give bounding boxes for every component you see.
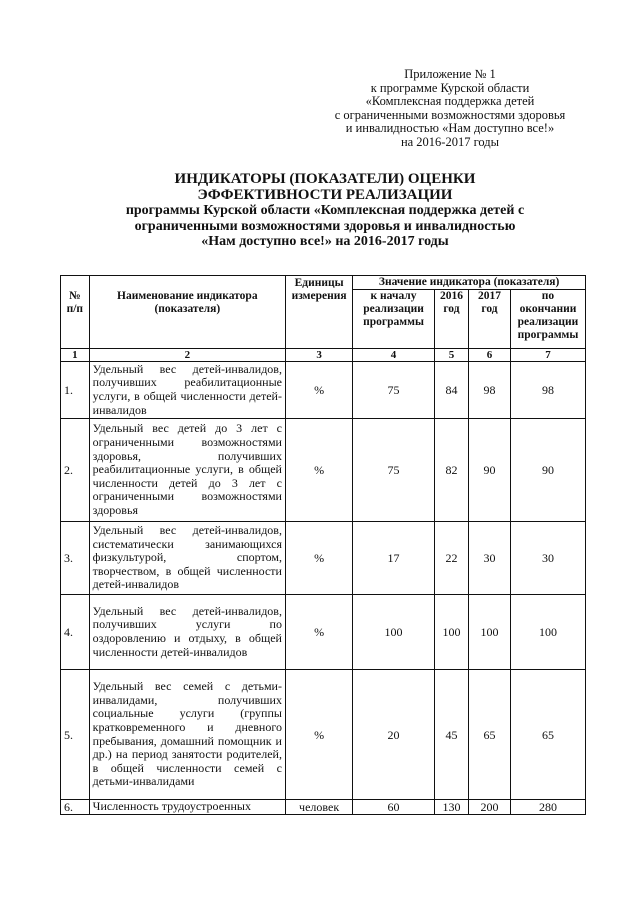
table-row bbox=[61, 522, 586, 595]
value-2016: 22 bbox=[434, 522, 468, 595]
value-2017: 100 bbox=[469, 595, 511, 670]
appendix-line: «Комплексная поддержка детей bbox=[365, 94, 535, 109]
table-row bbox=[61, 595, 586, 670]
document-heading bbox=[60, 172, 590, 250]
start-value: 60 bbox=[353, 800, 435, 815]
start-value: 75 bbox=[353, 419, 435, 522]
unit-cell: % bbox=[285, 362, 352, 419]
value-2016: 130 bbox=[434, 800, 468, 815]
table-row bbox=[61, 419, 586, 522]
end-value: 98 bbox=[510, 362, 585, 419]
index-cell: 4 bbox=[353, 349, 435, 362]
header-2016: 2016 год bbox=[434, 290, 468, 349]
index-cell: 1 bbox=[61, 349, 90, 362]
appendix-note bbox=[300, 68, 600, 150]
header-num: № п/п bbox=[61, 276, 90, 349]
appendix-line: к программе Курской области bbox=[370, 80, 530, 95]
value-2017: 30 bbox=[469, 522, 511, 595]
index-cell: 2 bbox=[89, 349, 285, 362]
row-number: 4. bbox=[61, 595, 90, 670]
unit-cell: % bbox=[285, 595, 352, 670]
row-number: 3. bbox=[61, 522, 90, 595]
title-line: ИНДИКАТОРЫ (ПОКАЗАТЕЛИ) ОЦЕНКИ bbox=[174, 171, 476, 187]
table-row bbox=[61, 670, 586, 800]
value-2017: 98 bbox=[469, 362, 511, 419]
row-number: 5. bbox=[61, 670, 90, 800]
subtitle-line: ограниченными возможностями здоровья и инвалидностью bbox=[134, 218, 516, 234]
unit-cell: % bbox=[285, 522, 352, 595]
indicator-name: Удельный вес детей-инвалидов, систематически занимающихся физкультурой, спортом, творчеством, в общей численности детей-инвалидов bbox=[89, 522, 285, 595]
appendix-line: и инвалидностью «Нам доступно все!» bbox=[345, 121, 555, 136]
unit-cell: % bbox=[285, 419, 352, 522]
row-number: 2. bbox=[61, 419, 90, 522]
header-value-group: Значение индикатора (показателя) bbox=[353, 276, 586, 290]
index-cell: 5 bbox=[434, 349, 468, 362]
value-2016: 84 bbox=[434, 362, 468, 419]
index-cell: 3 bbox=[285, 349, 352, 362]
column-index-row bbox=[61, 349, 586, 362]
appendix-line: Приложение № 1 bbox=[404, 67, 496, 81]
value-2017: 90 bbox=[469, 419, 511, 522]
end-value: 30 bbox=[510, 522, 585, 595]
value-2017: 65 bbox=[469, 670, 511, 800]
end-value: 280 bbox=[510, 800, 585, 815]
end-value: 90 bbox=[510, 419, 585, 522]
value-2016: 45 bbox=[434, 670, 468, 800]
start-value: 17 bbox=[353, 522, 435, 595]
indicator-name: Удельный вес детей до 3 лет с ограниченными возможностями здоровья, получивших реабилитационные услуги, в общей численности детей до 3 лет с ограниченными возможностями здоровья bbox=[89, 419, 285, 522]
indicators-table bbox=[60, 275, 586, 815]
indicator-name: Удельный вес семей с детьми-инвалидами, получивших социальные услуги (группы кратковременного и дневного пребывания, домашний помощник и др.) на период занятости родителей, в общей численности семей с детьми-инвалидами bbox=[89, 670, 285, 800]
row-number: 1. bbox=[61, 362, 90, 419]
start-value: 75 bbox=[353, 362, 435, 419]
value-2016: 82 bbox=[434, 419, 468, 522]
value-2016: 100 bbox=[434, 595, 468, 670]
subtitle-line: «Нам доступно все!» на 2016-2017 годы bbox=[201, 234, 449, 249]
index-cell: 6 bbox=[469, 349, 511, 362]
header-2017: 2017 год bbox=[469, 290, 511, 349]
row-number: 6. bbox=[61, 800, 90, 815]
indicator-name: Удельный вес детей-инвалидов, получивших услуги по оздоровлению и отдыху, в общей численности детей-инвалидов bbox=[89, 595, 285, 670]
indicator-name: Численность трудоустроенных bbox=[89, 800, 285, 815]
index-cell: 7 bbox=[510, 349, 585, 362]
header-name: Наименование индикатора (показателя) bbox=[89, 276, 285, 349]
end-value: 65 bbox=[510, 670, 585, 800]
header-unit: Единицы измерения bbox=[285, 276, 352, 349]
value-2017: 200 bbox=[469, 800, 511, 815]
unit-cell: % bbox=[285, 670, 352, 800]
table-row bbox=[61, 362, 586, 419]
indicator-name: Удельный вес детей-инвалидов, получивших реабилитационные услуги, в общей численности детей-инвалидов bbox=[89, 362, 285, 419]
unit-cell: человек bbox=[285, 800, 352, 815]
appendix-line: на 2016-2017 годы bbox=[400, 134, 500, 149]
subtitle-line: программы Курской области «Комплексная поддержка детей с bbox=[125, 203, 525, 218]
start-value: 20 bbox=[353, 670, 435, 800]
title-line: ЭФФЕКТИВНОСТИ РЕАЛИЗАЦИИ bbox=[197, 186, 453, 203]
table-row bbox=[61, 800, 586, 815]
header-start: к началу реализации программы bbox=[353, 290, 435, 349]
header-end: по окончании реализации программы bbox=[510, 290, 585, 349]
appendix-line: с ограниченными возможностями здоровья bbox=[334, 107, 566, 122]
end-value: 100 bbox=[510, 595, 585, 670]
start-value: 100 bbox=[353, 595, 435, 670]
